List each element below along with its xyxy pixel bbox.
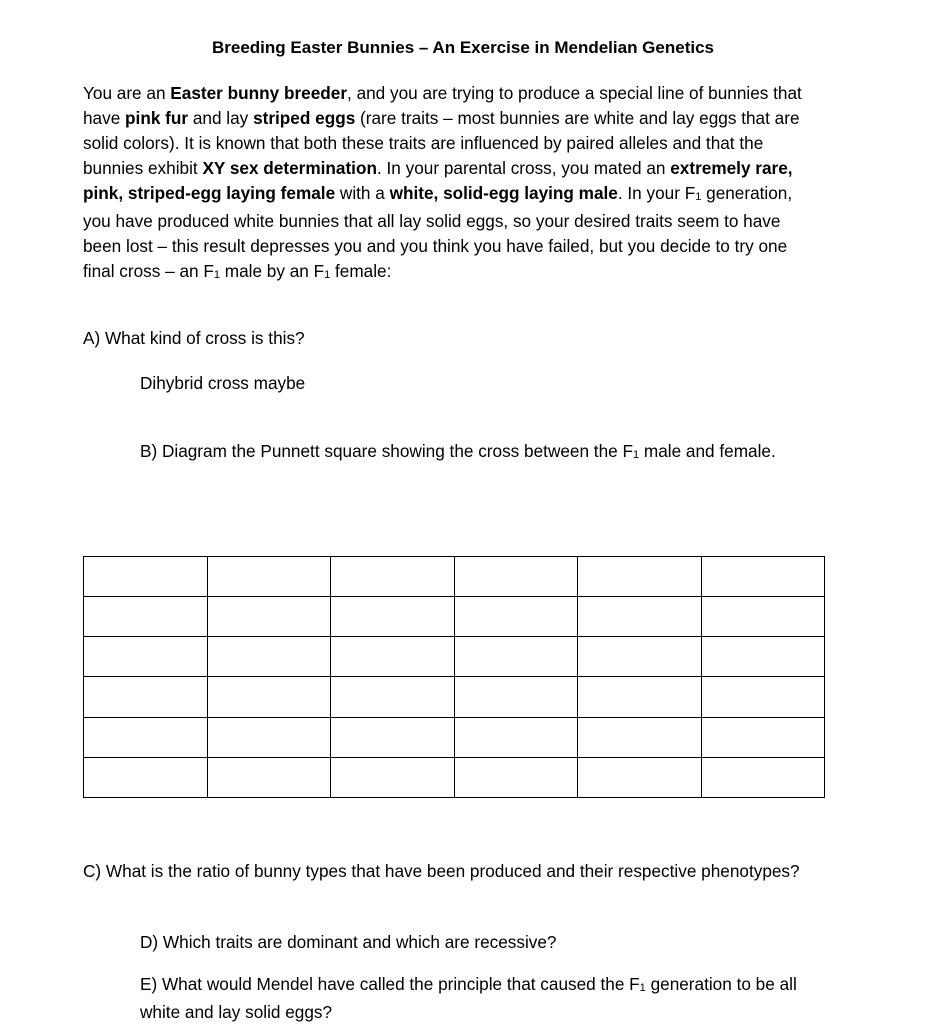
punnett-cell [207,717,331,757]
intro-paragraph: You are an Easter bunny breeder, and you are trying to produce a special line of bunnies that have pink fur and lay striped eggs (rare traits – most bunnies are white and lay eggs that are solid colors). It is known that both these traits are influenced by paired alleles and that the bunnies exhibit XY sex determination. In your parental cross, you mated an extremely rare, pink, striped-egg laying female with a white, solid-egg laying male. In your F1 generation, you have produced white bunnies that all lay solid eggs, so your desired traits seem to have been lost – this result depresses you and you think you have failed, but you decide to try one final cross – an F1 male by an F1 female: [83,83,802,281]
question-b: B) Diagram the Punnett square showing the cross between the F1 male and female. [140,441,776,461]
punnett-row [84,757,825,797]
punnett-row [84,557,825,597]
punnett-cell [701,557,825,597]
punnett-cell [578,717,702,757]
punnett-cell [331,597,455,637]
punnett-cell [454,637,578,677]
punnett-cell [578,757,702,797]
punnett-cell [331,677,455,717]
question-d: D) Which traits are dominant and which are recessive? [140,932,557,952]
punnett-cell [701,757,825,797]
punnett-cell [701,597,825,637]
punnett-cell [207,637,331,677]
punnett-cell [331,557,455,597]
punnett-square-grid [83,556,825,798]
question-e: E) What would Mendel have called the principle that caused the F1 generation to be all white and lay solid eggs? [140,974,797,1022]
punnett-cell [454,557,578,597]
punnett-cell [207,597,331,637]
punnett-cell [331,757,455,797]
punnett-cell [578,677,702,717]
punnett-cell [701,677,825,717]
question-a: A) What kind of cross is this? [83,328,305,348]
punnett-cell [84,717,208,757]
document-title: Breeding Easter Bunnies – An Exercise in Mendelian Genetics [212,38,714,57]
punnett-row [84,597,825,637]
punnett-cell [207,757,331,797]
punnett-cell [701,717,825,757]
punnett-row [84,637,825,677]
punnett-cell [454,597,578,637]
punnett-cell [84,637,208,677]
punnett-row [84,677,825,717]
punnett-cell [578,597,702,637]
punnett-cell [578,557,702,597]
punnett-cell [207,557,331,597]
punnett-cell [578,637,702,677]
punnett-cell [84,557,208,597]
punnett-cell [84,757,208,797]
punnett-cell [454,677,578,717]
punnett-cell [84,677,208,717]
question-c: C) What is the ratio of bunny types that have been produced and their respective phenotypes? [83,861,800,881]
punnett-cell [701,637,825,677]
punnett-cell [331,637,455,677]
punnett-cell [454,757,578,797]
punnett-cell [331,717,455,757]
punnett-cell [84,597,208,637]
punnett-row [84,717,825,757]
punnett-cell [454,717,578,757]
punnett-cell [207,677,331,717]
answer-a: Dihybrid cross maybe [140,373,306,393]
